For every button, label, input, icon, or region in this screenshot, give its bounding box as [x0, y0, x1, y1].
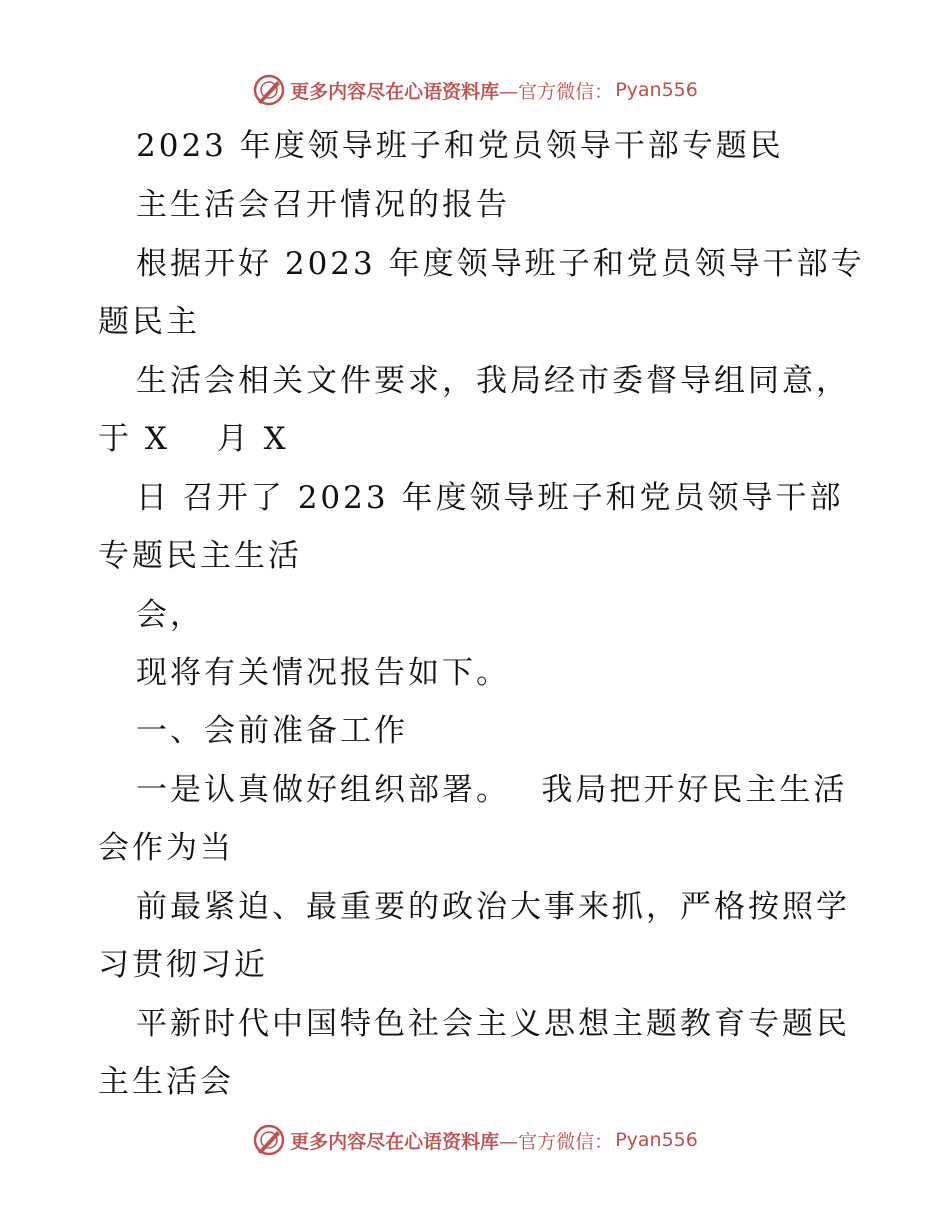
doc-line: 前最紧迫、最重要的政治大事来抓，严格按照学: [136, 889, 850, 925]
footer-watermark: [0, 1120, 950, 1160]
banner-wechat-label: —官方微信：: [499, 80, 614, 103]
banner-text: 更多内容尽在心语资料库: [290, 1130, 500, 1153]
doc-line: 主生活会: [98, 1064, 234, 1100]
section-heading: 一、会前准备工作: [136, 713, 408, 749]
pen-logo-icon: [252, 73, 286, 107]
banner-wechat-label: —官方微信：: [499, 1130, 614, 1153]
doc-line: 平新时代中国特色社会主义思想主题教育专题民: [136, 1006, 850, 1042]
banner-text: 更多内容尽在心语资料库: [290, 80, 500, 103]
doc-line: 于 X 月 X: [98, 421, 289, 457]
doc-line: 会作为当: [98, 830, 234, 866]
doc-line: 会，: [136, 597, 204, 633]
pen-logo-icon: [252, 1123, 286, 1157]
banner-wechat-id: Pyan556: [615, 79, 698, 101]
header-watermark: [0, 70, 950, 110]
doc-line: 题民主: [98, 304, 200, 340]
doc-line: 现将有关情况报告如下。: [136, 655, 510, 691]
doc-line: 专题民主生活: [98, 538, 302, 574]
doc-line: 习贯彻习近: [98, 947, 268, 983]
banner-wechat-id: Pyan556: [615, 1129, 698, 1151]
doc-line: 根据开好 2023 年度领导班子和党员领导干部专: [136, 246, 865, 282]
doc-line: 2023 年度领导班子和党员领导干部专题民: [136, 128, 784, 164]
doc-line: 主生活会召开情况的报告: [136, 187, 510, 223]
doc-line: 日 召开了 2023 年度领导班子和党员领导干部: [136, 480, 844, 516]
doc-line: 一是认真做好组织部署。 我局把开好民主生活: [136, 772, 848, 808]
doc-line: 生活会相关文件要求，我局经市委督导组同意，: [136, 363, 850, 399]
